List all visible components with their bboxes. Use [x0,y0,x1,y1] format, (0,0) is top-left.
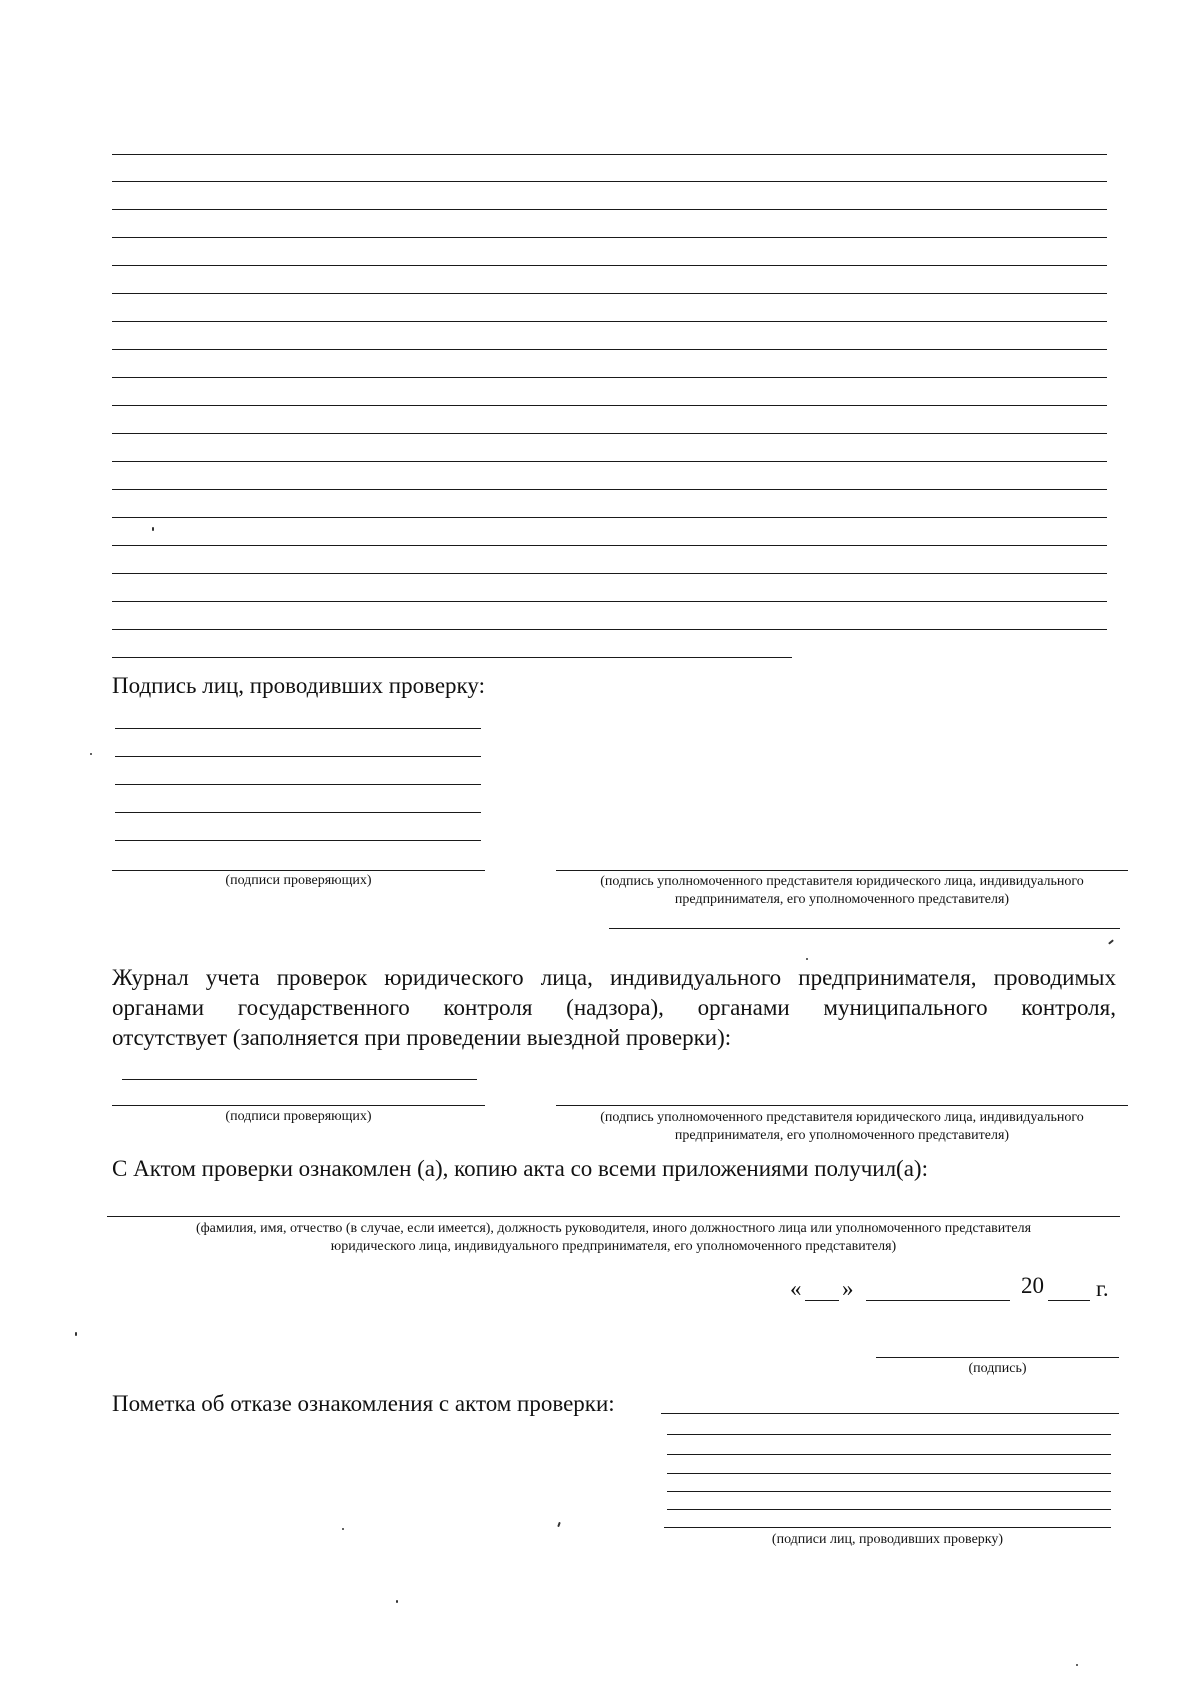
date-year-suffix: г. [1096,1276,1109,1301]
journal-line: отсутствует (заполняется при проведении выездной проверки): [112,1025,732,1050]
refusal-line [667,1434,1111,1435]
journal-paragraph [112,963,1116,1053]
journal-inspector-line [112,1105,485,1106]
scan-speck [75,1332,77,1336]
refusal-line [667,1509,1111,1510]
date-year-prefix: 20 [1021,1273,1044,1298]
scan-speck [557,1522,561,1527]
ruled-line [112,349,1107,350]
ruled-line [112,181,1107,182]
date-open-quote: « [790,1276,802,1301]
ruled-line [112,573,1107,574]
ruled-line [112,209,1107,210]
scan-speck [1108,939,1114,944]
refusal-label: Пометка об отказе ознакомления с актом проверки: [112,1391,615,1416]
ruled-line [112,545,1107,546]
ruled-line [112,237,1107,238]
signature-line [115,812,481,813]
caption-representative-line1: (подпись уполномоченного представителя юридического лица, индивидуального [600,874,1084,889]
caption-representative-2-line1: (подпись уполномоченного представителя юридического лица, индивидуального [600,1110,1084,1125]
ruled-line [112,433,1107,434]
journal-line: органами государственного контроля (надзора), органами муниципального контроля, [112,995,1116,1020]
caption-inspectors-2: (подписи проверяющих) [225,1109,372,1124]
fullname-line [107,1216,1120,1217]
refusal-line [667,1491,1111,1492]
ruled-line [112,154,1107,155]
caption-fullname-line1: (фамилия, имя, отчество (в случае, если имеется), должность руководителя, иного должностного лица или уполномоченного представителя [195,1221,1032,1236]
ruled-line [112,293,1107,294]
acquainted-statement: С Актом проверки ознакомлен (а), копию акта со всеми приложениями получил(а): [112,1156,928,1181]
signature-line [115,728,481,729]
caption-representative-2-line2: предпринимателя, его уполномоченного представителя) [674,1128,1010,1143]
caption-inspectors-signatures: (подписи лиц, проводивших проверку) [771,1532,1004,1547]
refusal-line [667,1473,1111,1474]
scan-speck [806,958,808,960]
date-year-blank [1048,1300,1090,1301]
scan-speck [342,1528,344,1530]
caption-signature: (подпись) [968,1361,1027,1376]
ruled-line [112,601,1107,602]
signature-line [115,756,481,757]
ruled-line [112,265,1107,266]
signatures-heading: Подпись лиц, проводивших проверку: [112,673,485,698]
caption-inspectors: (подписи проверяющих) [225,873,372,888]
date-month-blank [866,1300,1010,1301]
ruled-line-short [112,657,792,658]
scan-speck [1076,1664,1078,1666]
date-close-quote: » [842,1276,854,1301]
ruled-line [112,517,1107,518]
refusal-line [667,1454,1111,1455]
refusal-line [661,1413,1119,1414]
ruled-line [112,405,1107,406]
journal-line: Журнал учета проверок юридического лица, индивидуального предпринимателя, проводимых [112,965,1116,990]
scan-speck [152,527,154,531]
caption-fullname-line2: юридического лица, индивидуального предпринимателя, его уполномоченного представителя) [330,1239,897,1254]
ruled-line [112,461,1107,462]
ruled-line [112,321,1107,322]
representative-signature-line [556,870,1128,871]
caption-representative-line2: предпринимателя, его уполномоченного представителя) [674,892,1010,907]
refusal-line [664,1527,1111,1528]
ruled-line [112,377,1107,378]
extra-signature-line [609,928,1120,929]
journal-representative-line [556,1105,1128,1106]
signature-line [115,784,481,785]
signature-line [112,870,485,871]
signature-line [115,840,481,841]
scan-speck [396,1600,398,1603]
ruled-line [112,629,1107,630]
date-day-blank [805,1300,839,1301]
journal-signature-line [122,1079,477,1080]
ruled-line [112,489,1107,490]
signature-line [876,1357,1119,1358]
scan-speck [90,753,92,755]
